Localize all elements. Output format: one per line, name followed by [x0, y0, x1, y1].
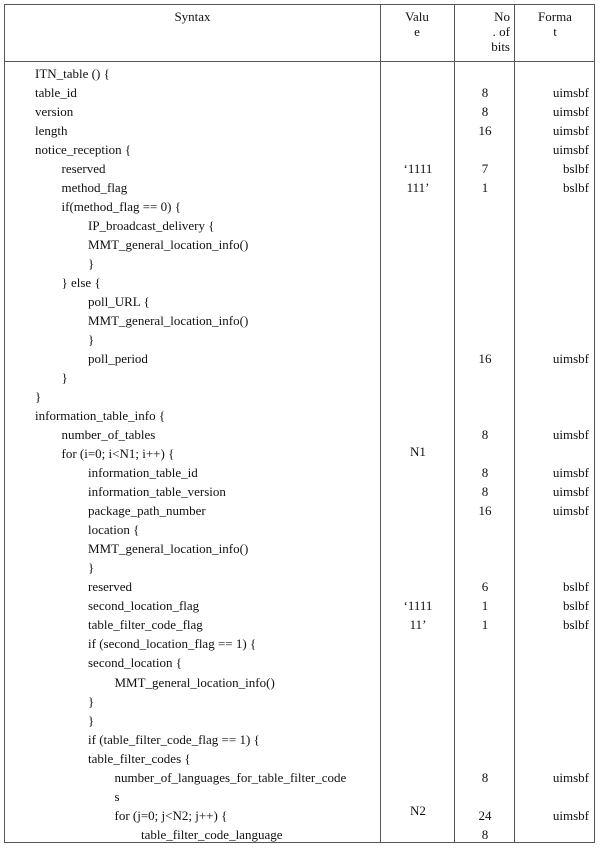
- format-cell: bslbf: [515, 178, 593, 197]
- bits-cell: 8: [455, 102, 515, 121]
- header-value-line: Valu: [380, 9, 454, 24]
- format-cell: bslbf: [515, 159, 593, 178]
- syntax-cell: package_path_number: [88, 501, 206, 520]
- format-cell: uimsbf: [515, 140, 593, 159]
- syntax-cell: }: [88, 558, 94, 577]
- table-row: [5, 64, 594, 83]
- format-cell: uimsbf: [515, 121, 593, 140]
- format-cell: uimsbf: [515, 501, 593, 520]
- table-row: [5, 539, 594, 558]
- syntax-cell: information_table_id: [88, 463, 198, 482]
- table-row: [5, 634, 594, 653]
- value-cell: ‘1111: [381, 159, 455, 178]
- format-cell: uimsbf: [515, 425, 593, 444]
- syntax-cell: number_of_tables: [62, 425, 156, 444]
- syntax-cell: reserved: [88, 577, 132, 596]
- bits-cell: 1: [455, 615, 515, 634]
- table-row: [5, 235, 594, 254]
- bits-cell: 1: [455, 596, 515, 615]
- bits-cell: 8: [455, 482, 515, 501]
- table-row: [5, 216, 594, 235]
- bits-cell: 8: [455, 768, 515, 787]
- table-row: [5, 121, 594, 140]
- header-syntax: [5, 9, 380, 24]
- syntax-cell: s: [115, 787, 120, 806]
- table-row: [5, 596, 594, 615]
- syntax-cell: table_filter_codes {: [88, 749, 191, 768]
- table-row: [5, 482, 594, 501]
- header-format: [514, 9, 596, 39]
- bits-cell: 8: [455, 83, 515, 102]
- header-format-line: Forma: [514, 9, 596, 24]
- value-cell: N2: [381, 801, 455, 820]
- table-row: [5, 330, 594, 349]
- syntax-cell: MMT_general_location_info(): [115, 673, 275, 692]
- format-cell: uimsbf: [515, 102, 593, 121]
- syntax-cell: table_filter_code_language: [141, 825, 283, 844]
- value-cell: 11’: [381, 615, 455, 634]
- table-row: [5, 825, 594, 844]
- table-row: [5, 140, 594, 159]
- table-row: [5, 463, 594, 482]
- table-row: [5, 653, 594, 672]
- table-row: [5, 102, 594, 121]
- table-row: [5, 349, 594, 368]
- syntax-cell: }: [62, 368, 68, 387]
- header-bits: [454, 9, 514, 54]
- syntax-table: [4, 4, 595, 843]
- table-row: [5, 501, 594, 520]
- table-row: [5, 444, 594, 463]
- syntax-cell: } else {: [62, 273, 101, 292]
- table-row: [5, 768, 594, 787]
- bits-cell: 16: [455, 121, 515, 140]
- bits-cell: 16: [455, 349, 515, 368]
- table-row: [5, 83, 594, 102]
- table-row: [5, 692, 594, 711]
- syntax-cell: }: [88, 330, 94, 349]
- header-value: [380, 9, 454, 39]
- format-cell: bslbf: [515, 615, 593, 634]
- syntax-cell: if (table_filter_code_flag == 1) {: [88, 730, 260, 749]
- table-body: [5, 64, 594, 844]
- syntax-cell: MMT_general_location_info(): [88, 311, 248, 330]
- syntax-cell: }: [88, 254, 94, 273]
- syntax-cell: number_of_languages_for_table_filter_code: [115, 768, 347, 787]
- format-cell: uimsbf: [515, 482, 593, 501]
- bits-cell: 8: [455, 825, 515, 844]
- table-row: [5, 425, 594, 444]
- syntax-cell: for (j=0; j<N2; j++) {: [115, 806, 228, 825]
- syntax-cell: if (second_location_flag == 1) {: [88, 634, 256, 653]
- syntax-cell: }: [88, 711, 94, 730]
- header-bits-line: No: [454, 9, 510, 24]
- syntax-cell: MMT_general_location_info(): [88, 539, 248, 558]
- table-row: [5, 520, 594, 539]
- table-row: [5, 749, 594, 768]
- table-row: [5, 178, 594, 197]
- value-cell: N1: [381, 442, 455, 461]
- syntax-cell: second_location {: [88, 653, 182, 672]
- format-cell: uimsbf: [515, 83, 593, 102]
- bits-cell: 6: [455, 577, 515, 596]
- table-row: [5, 368, 594, 387]
- table-row: [5, 406, 594, 425]
- table-row: [5, 387, 594, 406]
- table-row: [5, 254, 594, 273]
- header-divider: [5, 61, 594, 62]
- value-cell: 111’: [381, 178, 455, 197]
- bits-cell: 1: [455, 178, 515, 197]
- format-cell: uimsbf: [515, 806, 593, 825]
- header-format-line: t: [514, 24, 596, 39]
- syntax-cell: for (i=0; i<N1; i++) {: [62, 444, 175, 463]
- bits-cell: 16: [455, 501, 515, 520]
- syntax-cell: IP_broadcast_delivery {: [88, 216, 214, 235]
- header-bits-line: . of: [454, 24, 510, 39]
- syntax-cell: information_table_info {: [35, 406, 165, 425]
- syntax-cell: ITN_table () {: [35, 64, 110, 83]
- syntax-cell: poll_period: [88, 349, 148, 368]
- table-row: [5, 558, 594, 577]
- table-row: [5, 730, 594, 749]
- syntax-cell: if(method_flag == 0) {: [62, 197, 181, 216]
- format-cell: bslbf: [515, 596, 593, 615]
- table-row: [5, 197, 594, 216]
- format-cell: uimsbf: [515, 463, 593, 482]
- table-row: [5, 273, 594, 292]
- bits-cell: 24: [455, 806, 515, 825]
- table-row: [5, 311, 594, 330]
- syntax-cell: information_table_version: [88, 482, 226, 501]
- table-row: [5, 673, 594, 692]
- format-cell: uimsbf: [515, 768, 593, 787]
- table-row: [5, 806, 594, 825]
- syntax-cell: MMT_general_location_info(): [88, 235, 248, 254]
- header-syntax-label: Syntax: [5, 9, 380, 24]
- table-row: [5, 577, 594, 596]
- syntax-cell: location {: [88, 520, 139, 539]
- format-cell: bslbf: [515, 577, 593, 596]
- syntax-cell: reserved: [62, 159, 106, 178]
- header-value-line: e: [380, 24, 454, 39]
- syntax-cell: notice_reception {: [35, 140, 131, 159]
- syntax-cell: }: [88, 692, 94, 711]
- bits-cell: 8: [455, 425, 515, 444]
- syntax-cell: method_flag: [62, 178, 128, 197]
- syntax-cell: table_id: [35, 83, 77, 102]
- syntax-cell: }: [35, 387, 41, 406]
- syntax-cell: second_location_flag: [88, 596, 199, 615]
- table-row: [5, 787, 594, 806]
- format-cell: uimsbf: [515, 349, 593, 368]
- syntax-cell: version: [35, 102, 73, 121]
- bits-cell: 7: [455, 159, 515, 178]
- value-cell: ‘1111: [381, 596, 455, 615]
- syntax-cell: poll_URL {: [88, 292, 150, 311]
- table-row: [5, 292, 594, 311]
- header-bits-line: bits: [454, 39, 510, 54]
- table-row: [5, 615, 594, 634]
- syntax-cell: table_filter_code_flag: [88, 615, 203, 634]
- table-row: [5, 711, 594, 730]
- bits-cell: 8: [455, 463, 515, 482]
- table-row: [5, 159, 594, 178]
- syntax-cell: length: [35, 121, 68, 140]
